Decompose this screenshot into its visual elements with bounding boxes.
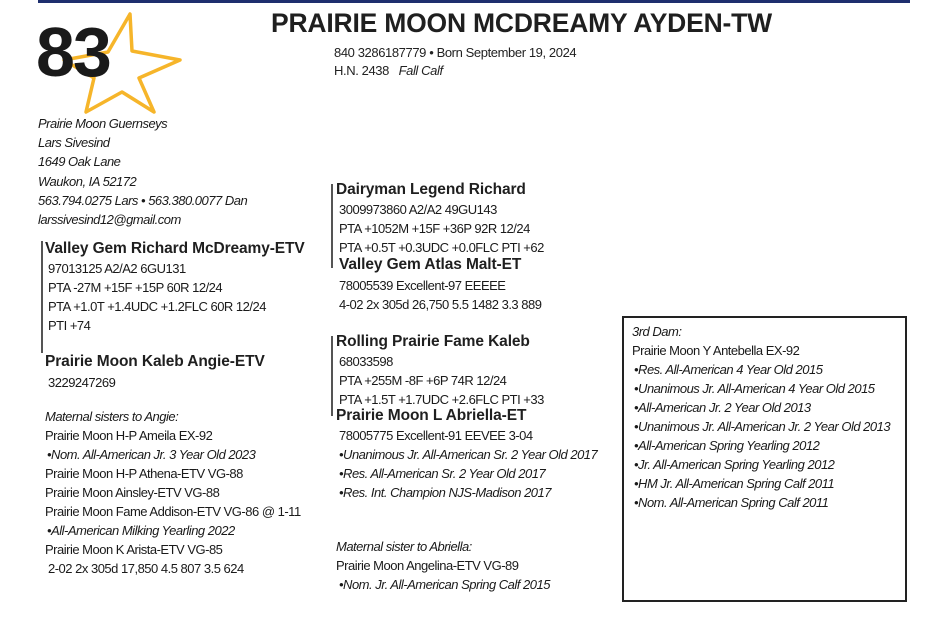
sire-pti: PTI +74: [48, 318, 91, 333]
animal-name: PRAIRIE MOON MCDREAMY AYDEN-TW: [271, 8, 772, 38]
maternal-sisters-angie-heading: Maternal sisters to Angie:: [45, 409, 179, 424]
dam-dam-details: [339, 426, 597, 502]
sire-sire-id: 3009973860 A2/A2 49GU143: [339, 202, 497, 217]
dam-dam-honor: •Res. All-American Sr. 2 Year Old 2017: [339, 466, 546, 481]
dam-dam-name: Prairie Moon L Abriella-ET: [336, 407, 527, 424]
sire-details: [48, 259, 266, 335]
sister-honor: •Nom. All-American Jr. 3 Year Old 2023: [47, 447, 256, 462]
dam-id: 3229247269: [48, 375, 116, 390]
sire-sire-name: Dairyman Legend Richard: [336, 181, 526, 198]
dam-sire-pta-production: PTA +255M -8F +6P 74R 12/24: [339, 373, 507, 388]
pedigree-connector-dam: [331, 336, 333, 416]
sire-id: 97013125 A2/A2 6GU131: [48, 261, 186, 276]
dam-dam-honor: •Res. Int. Champion NJS-Madison 2017: [339, 485, 551, 500]
dam-sire-id: 68033598: [339, 354, 393, 369]
herd-number: H.N. 2438: [334, 63, 389, 78]
animal-hn-class: [334, 63, 443, 78]
sister-honor: •Nom. Jr. All-American Spring Calf 2015: [339, 577, 550, 592]
third-dam-name: Prairie Moon Y Antebella EX-92: [632, 343, 800, 358]
animal-id-birth: 840 3286187779 • Born September 19, 2024: [334, 45, 577, 60]
sister-line: Prairie Moon H-P Athena-ETV VG-88: [45, 466, 243, 481]
sire-sire-pta-type: PTA +0.5T +0.3UDC +0.0FLC PTI +62: [339, 240, 544, 255]
sister-line: Prairie Moon Ainsley-ETV VG-88: [45, 485, 220, 500]
owner-block: [38, 114, 247, 229]
owner-contact: Lars Sivesind: [38, 135, 110, 151]
sire-dam-id-classification: 78005539 Excellent-97 EEEEE: [339, 278, 506, 293]
show-class: Fall Calf: [398, 63, 443, 78]
sire-sire-details: [339, 200, 544, 257]
sire-dam-record: 4-02 2x 305d 26,750 5.5 1482 3.3 889: [339, 297, 542, 312]
third-dam-honor: •Unanimous Jr. All-American Jr. 2 Year Old 2013: [634, 419, 891, 434]
third-dam-honor: •Res. All-American 4 Year Old 2015: [634, 362, 823, 377]
sire-name: Valley Gem Richard McDreamy-ETV: [45, 240, 305, 257]
third-dam-honor: •Nom. All-American Spring Calf 2011: [634, 495, 829, 510]
sire-sire-pta-production: PTA +1052M +15F +36P 92R 12/24: [339, 221, 530, 236]
dam-dam-honor: •Unanimous Jr. All-American Sr. 2 Year Old 2017: [339, 447, 598, 462]
owner-phone: 563.794.0275 Lars • 563.380.0077 Dan: [38, 192, 248, 208]
maternal-sister-abriella: [336, 537, 550, 594]
third-dam-honor: •All-American Spring Yearling 2012: [634, 438, 820, 453]
sister-line: Prairie Moon Angelina-ETV VG-89: [336, 558, 519, 573]
dam-dam-id-classification: 78005775 Excellent-91 EEVEE 3-04: [339, 428, 533, 443]
third-dam-heading: 3rd Dam:: [632, 324, 682, 339]
dam-name: Prairie Moon Kaleb Angie-ETV: [45, 353, 265, 370]
lot-number: 83: [36, 13, 110, 91]
sire-dam-name: Valley Gem Atlas Malt-ET: [339, 256, 522, 273]
owner-farm: Prairie Moon Guernseys: [38, 116, 168, 131]
sister-line: Prairie Moon H-P Ameila EX-92: [45, 428, 213, 443]
sister-line: Prairie Moon Fame Addison-ETV VG-86 @ 1-11: [45, 504, 301, 519]
maternal-sister-abriella-heading: Maternal sister to Abriella:: [336, 539, 472, 554]
sire-pta-type: PTA +1.0T +1.4UDC +1.2FLC 60R 12/24: [48, 299, 266, 314]
dam-sire-pta-type: PTA +1.5T +1.7UDC +2.6FLC PTI +33: [339, 392, 544, 407]
third-dam-honor: •HM Jr. All-American Spring Calf 2011: [634, 476, 835, 491]
owner-city: Waukon, IA 52172: [38, 173, 137, 189]
sire-pta-production: PTA -27M +15F +15P 60R 12/24: [48, 280, 223, 295]
sister-honor: •All-American Milking Yearling 2022: [47, 523, 235, 538]
owner-street: 1649 Oak Lane: [38, 154, 121, 170]
pedigree-connector-sire: [331, 184, 333, 268]
maternal-sisters-angie: [45, 407, 301, 578]
third-dam-honor: •All-American Jr. 2 Year Old 2013: [634, 400, 811, 415]
sister-record: 2-02 2x 305d 17,850 4.5 807 3.5 624: [48, 561, 244, 576]
sire-dam-details: [339, 276, 541, 314]
third-dam-honor: •Unanimous Jr. All-American 4 Year Old 2015: [634, 381, 875, 396]
third-dam-details: [632, 322, 890, 512]
dam-sire-details: [339, 352, 544, 409]
dam-sire-name: Rolling Prairie Fame Kaleb: [336, 333, 530, 350]
third-dam-honor: •Jr. All-American Spring Yearling 2012: [634, 457, 835, 472]
pedigree-connector-left: [41, 241, 43, 353]
top-rule: [38, 0, 910, 3]
sister-line: Prairie Moon K Arista-ETV VG-85: [45, 542, 223, 557]
owner-email[interactable]: larssivesind12@gmail.com: [38, 212, 181, 228]
